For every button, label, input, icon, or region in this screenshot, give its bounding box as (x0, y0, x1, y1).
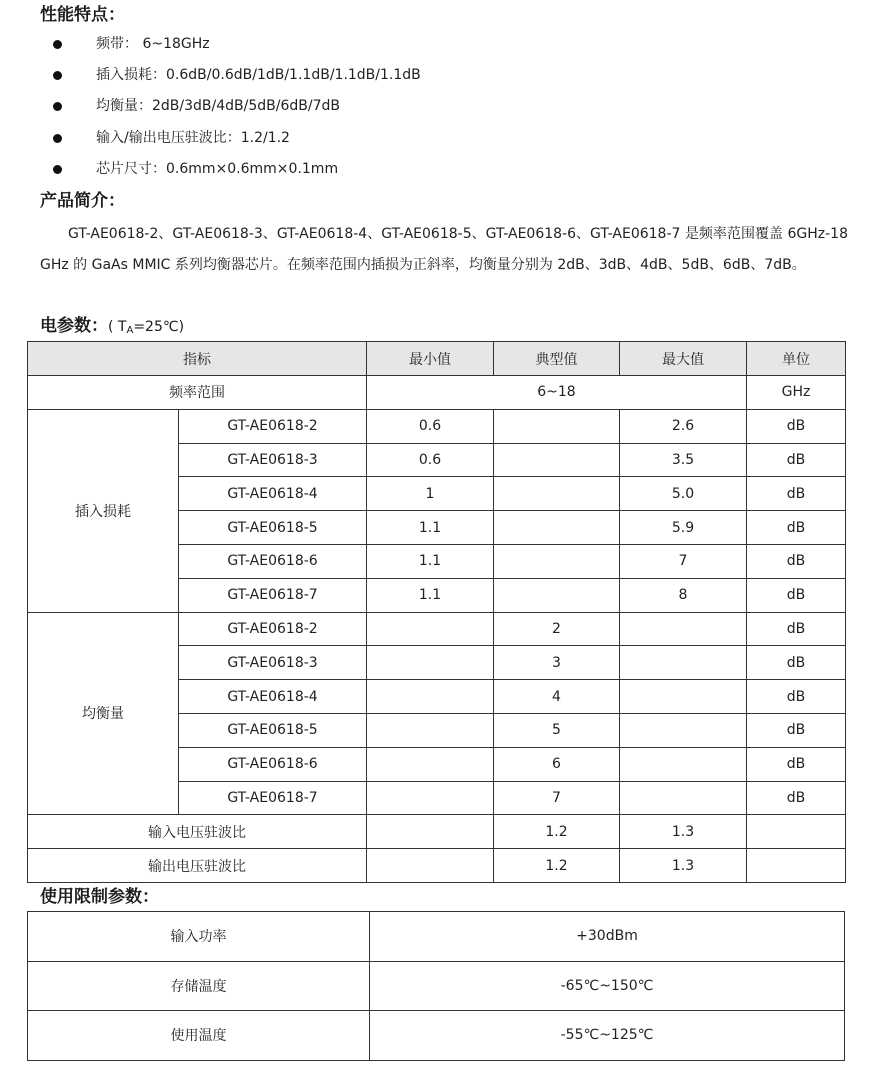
table-cell (367, 815, 494, 849)
table-row (28, 815, 846, 849)
table-cell: 1 (367, 477, 494, 511)
table-cell: 1.1 (367, 578, 494, 612)
table-cell: -65℃~150℃ (370, 961, 845, 1011)
table-cell: dB (747, 409, 846, 443)
elec-condition (108, 319, 184, 335)
elec-title (40, 315, 184, 342)
table-cell (494, 544, 620, 578)
table-cell (367, 713, 494, 747)
table-cell: 7 (494, 781, 620, 815)
table-cell (494, 443, 620, 477)
table-cell (367, 680, 494, 714)
list-item (0, 64, 879, 86)
table-cell: 2 (494, 612, 620, 646)
electrical-parameters-table (27, 341, 846, 883)
table-cell: GT-AE0618-4 (179, 477, 367, 511)
table-cell: GT-AE0618-4 (179, 680, 367, 714)
feature-text: 均衡量：2dB/3dB/4dB/5dB/6dB/7dB (96, 98, 340, 114)
table-cell (620, 781, 747, 815)
table-cell: dB (747, 680, 846, 714)
table-cell: dB (747, 544, 846, 578)
table-cell: 频率范围 (28, 376, 367, 410)
table-cell (747, 849, 846, 883)
table-cell: +30dBm (370, 912, 845, 962)
table-row (28, 961, 845, 1011)
elec-cond-sub: A (126, 325, 134, 336)
elec-title-text: 电参数： (40, 316, 108, 336)
header-cell: 典型值 (494, 342, 620, 376)
table-cell: 5.9 (620, 511, 747, 545)
table-cell: dB (747, 781, 846, 815)
bullet-icon (53, 134, 62, 143)
bullet-icon (53, 165, 62, 174)
table-cell: dB (747, 747, 846, 781)
elec-cond-prefix: ( T (108, 319, 127, 335)
features-title: 性能特点： (40, 5, 125, 25)
table-cell (367, 849, 494, 883)
table-cell: GHz (747, 376, 846, 410)
table-cell: 8 (620, 578, 747, 612)
table-cell: 7 (620, 544, 747, 578)
table-cell: GT-AE0618-2 (179, 612, 367, 646)
table-cell (494, 511, 620, 545)
table-cell: 使用温度 (28, 1011, 370, 1061)
table-cell: GT-AE0618-2 (179, 409, 367, 443)
table-cell: GT-AE0618-3 (179, 443, 367, 477)
table-cell: 4 (494, 680, 620, 714)
table-cell: 2.6 (620, 409, 747, 443)
table-cell: 5.0 (620, 477, 747, 511)
table-cell: GT-AE0618-5 (179, 511, 367, 545)
bullet-icon (53, 40, 62, 49)
table-cell (620, 646, 747, 680)
table-cell (367, 781, 494, 815)
table-cell (747, 815, 846, 849)
table-cell: 0.6 (367, 409, 494, 443)
table-cell: dB (747, 646, 846, 680)
table-row (28, 1011, 845, 1061)
feature-text: 输入/输出电压驻波比：1.2/1.2 (96, 130, 290, 146)
intro-paragraph: GT-AE0618-2、GT-AE0618-3、GT-AE0618-4、GT-AE0618-5、GT-AE0618-6、GT-AE0618-7 是频率范围覆盖 6GHz-18GHz 的 GaAs MMIC 系列均衡器芯片。在频率范围内插损为正斜率，均衡量分别为 2dB、3dB、4dB、5dB、6dB、7dB。 (40, 226, 848, 273)
header-cell: 单位 (747, 342, 846, 376)
table-cell: 输入功率 (28, 912, 370, 962)
table-cell (367, 747, 494, 781)
bullet-icon (53, 71, 62, 80)
table-row (28, 912, 845, 962)
table-cell (494, 477, 620, 511)
table-cell: dB (747, 477, 846, 511)
table-cell: 0.6 (367, 443, 494, 477)
limits-title: 使用限制参数： (40, 887, 159, 907)
table-cell (620, 612, 747, 646)
elec-cond-suffix: =25℃) (133, 319, 185, 335)
table-cell: 1.2 (494, 849, 620, 883)
table-row (28, 409, 846, 443)
table-cell (494, 578, 620, 612)
table-cell (620, 713, 747, 747)
group-label: 均衡量 (28, 612, 179, 815)
table-cell: GT-AE0618-3 (179, 646, 367, 680)
list-item (0, 95, 879, 117)
table-cell: dB (747, 578, 846, 612)
table-cell (620, 680, 747, 714)
table-cell: 输出电压驻波比 (28, 849, 367, 883)
table-row (28, 376, 846, 410)
table-cell: 存储温度 (28, 961, 370, 1011)
header-cell: 指标 (28, 342, 367, 376)
table-cell: 1.1 (367, 511, 494, 545)
table-cell: 1.3 (620, 849, 747, 883)
table-cell (620, 747, 747, 781)
table-cell: 3 (494, 646, 620, 680)
table-header-row (28, 342, 846, 376)
table-cell: GT-AE0618-5 (179, 713, 367, 747)
table-cell (367, 646, 494, 680)
table-cell: 6 (494, 747, 620, 781)
table-cell: dB (747, 443, 846, 477)
table-cell: -55℃~125℃ (370, 1011, 845, 1061)
list-item (0, 158, 879, 180)
table-cell: dB (747, 713, 846, 747)
feature-text: 频带： 6~18GHz (96, 36, 210, 52)
table-cell: 3.5 (620, 443, 747, 477)
table-cell: GT-AE0618-7 (179, 578, 367, 612)
table-cell: 1.3 (620, 815, 747, 849)
table-cell: GT-AE0618-7 (179, 781, 367, 815)
bullet-icon (53, 102, 62, 111)
table-cell: GT-AE0618-6 (179, 747, 367, 781)
feature-text: 插入损耗：0.6dB/0.6dB/1dB/1.1dB/1.1dB/1.1dB (96, 67, 421, 83)
table-cell: 1.2 (494, 815, 620, 849)
header-cell: 最小值 (367, 342, 494, 376)
table-row (28, 849, 846, 883)
table-row (28, 612, 846, 646)
table-cell (367, 612, 494, 646)
table-cell: 输入电压驻波比 (28, 815, 367, 849)
table-cell: 5 (494, 713, 620, 747)
table-cell (494, 409, 620, 443)
table-cell: 6~18 (367, 376, 747, 410)
list-item (0, 33, 879, 55)
group-label: 插入损耗 (28, 409, 179, 612)
table-cell: 1.1 (367, 544, 494, 578)
list-item (0, 127, 879, 149)
table-cell: dB (747, 612, 846, 646)
feature-text: 芯片尺寸：0.6mm×0.6mm×0.1mm (96, 161, 339, 177)
intro-title: 产品简介： (40, 191, 125, 211)
table-cell: dB (747, 511, 846, 545)
usage-limits-table (27, 911, 845, 1061)
table-cell: GT-AE0618-6 (179, 544, 367, 578)
header-cell: 最大值 (620, 342, 747, 376)
